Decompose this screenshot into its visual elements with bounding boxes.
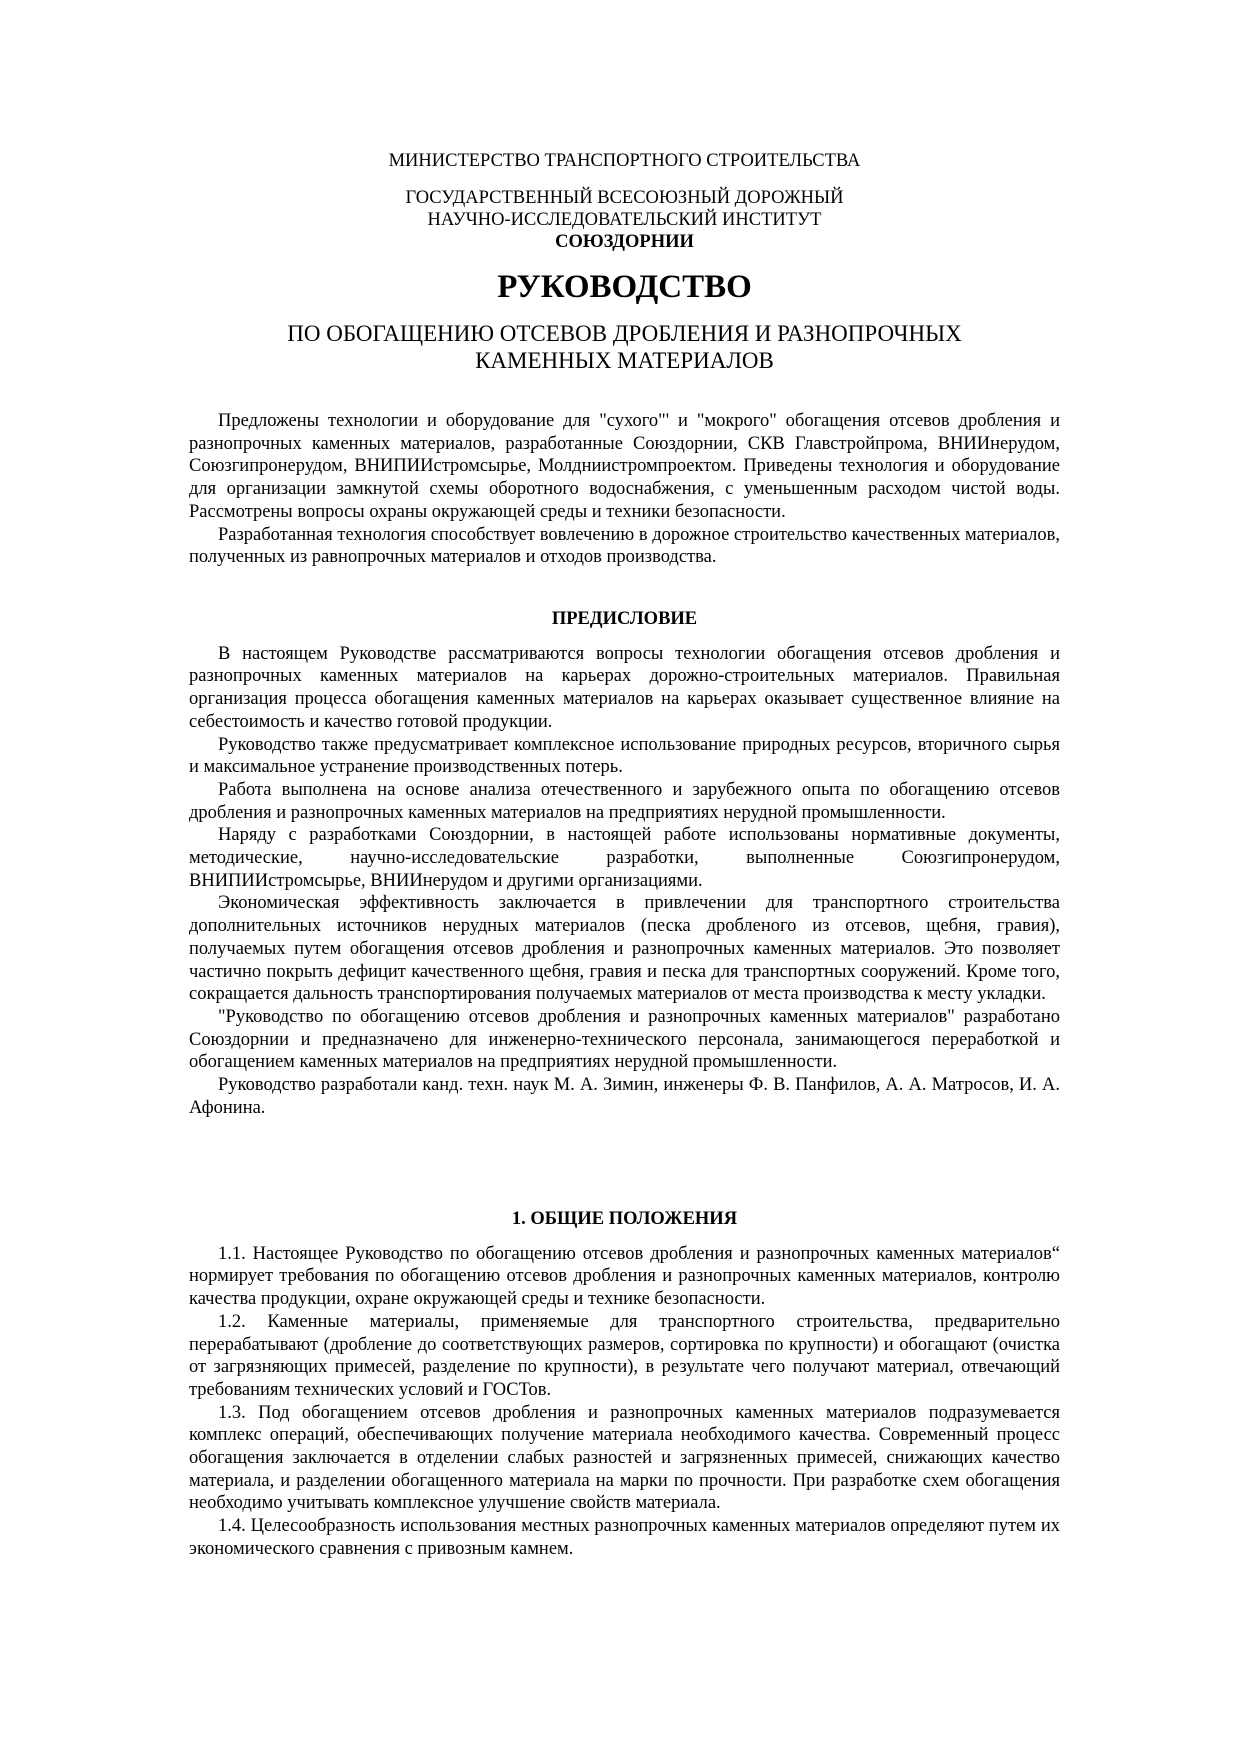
document-subtitle — [189, 320, 1060, 374]
preface-paragraph: Наряду с разработками Союздорнии, в настоящей работе использованы нормативные документы, методические, научно-исследовательские разработки, выполненные Союзгипронерудом, ВНИПИИстромсырье, ВНИИнерудом и другими организациями. — [189, 825, 1060, 891]
section-1-paragraph: 1.4. Целесообразность использования местных разнопрочных каменных материалов определяют путем их экономического сравнения с привозным камнем. — [189, 1516, 1060, 1559]
abstract-paragraph: Предложены технологии и оборудование для "сухого"' и "мокрого" обогащения отсевов дробления и разнопрочных каменных материалов, разработанные Союздорнии, СКВ Главстройпрома, ВНИИнерудом, Союзгипронерудом, ВНИПИИстромсырье, Молдниистромпроектом. Приведены технология и оборудование для организации замкнутой схемы оборотного водоснабжения, с уменьшенным расходом чистой воды. Рассмотрены вопросы охраны окружающей среды и техники безопасности. — [189, 411, 1060, 522]
section-1-paragraph: 1.1. Настоящее Руководство по обогащению отсевов дробления и разнопрочных каменных материалов“ нормирует требования по обогащению отсевов дробления и разнопрочных каменных материалов, контролю качества продукции, охране окружающей среды и технике безопасности. — [189, 1243, 1060, 1310]
preface-section — [189, 608, 1060, 1119]
institute-line-1: ГОСУДАРСТВЕННЫЙ ВСЕСОЮЗНЫЙ ДОРОЖНЫЙ — [405, 188, 844, 208]
subtitle-line-1: ПО ОБОГАЩЕНИЮ ОТСЕВОВ ДРОБЛЕНИЯ И РАЗНОПРОЧНЫХ — [287, 321, 962, 346]
abstract — [189, 410, 1060, 569]
subtitle-line-2: КАМЕННЫХ МАТЕРИАЛОВ — [475, 348, 774, 373]
preface-paragraph: В настоящем Руководстве рассматриваются вопросы технологии обогащения отсевов дробления и разнопрочных каменных материалов на карьерах дорожно-строительных материалов. Правильная организация процесса обогащения каменных материалов на карьерах оказывает существенное влияние на себестоимость и качество готовой продукции. — [189, 643, 1060, 732]
document-title: РУКОВОДСТВО — [497, 269, 752, 305]
section-1-heading: 1. ОБЩИЕ ПОЛОЖЕНИЯ — [511, 1209, 738, 1229]
preface-paragraph: Работа выполнена на основе анализа отечественного и зарубежного опыта по обогащению отсевов дробления и разнопрочных каменных материалов на предприятиях нерудной промышленности. — [189, 779, 1060, 823]
abstract-paragraph: Разработанная технология способствует вовлечению в дорожное строительство качественных материалов, полученных из равнопрочных материалов и отходов производства. — [189, 524, 1060, 568]
institute-line-2: НАУЧНО-ИССЛЕДОВАТЕЛЬСКИЙ ИНСТИТУТ — [427, 210, 822, 230]
section-1-paragraph: 1.2. Каменные материалы, применяемые для транспортного строительства, предварительно перерабатывают (дробление до соответствующих размеров, сортировка по крупности) и обогащают (очистка от загрязняющих примесей, разделение по крупности), в результате чего получают материал, отвечающий требованиям технических условий и ГОСТов. — [189, 1311, 1060, 1400]
preface-paragraph: Экономическая эффективность заключается в привлечении для транспортного строительства дополнительных источников нерудных материалов (песка дробленого из отсевов, щебня, гравия), получаемых путем обогащения отсевов дробления и разнопрочных каменных материалов. Это позволяет частично покрыть дефицит качественного щебня, гравия и песка для транспортных сооружений. Кроме того, сокращается дальность транспортирования получаемых материалов от места производства к месту укладки. — [189, 893, 1060, 1005]
institute-header — [189, 187, 1060, 253]
preface-paragraph: Руководство также предусматривает комплексное использование природных ресурсов, вторичного сырья и максимальное устранение производственных потерь. — [189, 734, 1060, 778]
preface-heading: ПРЕДИСЛОВИЕ — [551, 609, 698, 629]
section-general — [189, 1208, 1060, 1561]
ministry-header: МИНИСТЕРСТВО ТРАНСПОРТНОГО СТРОИТЕЛЬСТВА — [388, 151, 861, 171]
institute-name: СОЮЗДОРНИИ — [555, 232, 694, 252]
section-1-paragraph: 1.3. Под обогащением отсевов дробления и разнопрочных каменных материалов подразумевается комплекс операций, обеспечивающих получение материала необходимого качества. Современный процесс обогащения заключается в отделении слабых разностей и загрязненных примесей, снижающих качество материала, и разделении обогащенного материала на марки по прочности. При разработке схем обогащения необходимо учитывать комплексное улучшение свойств материала. — [189, 1402, 1060, 1514]
preface-paragraph: Руководство разработали канд. техн. наук М. А. Зимин, инженеры Ф. В. Панфилов, А. А. Матросов, И. А. Афонина. — [189, 1075, 1060, 1118]
preface-paragraph: "Руководство по обогащению отсевов дробления и разнопрочных каменных материалов" разработано Союздорнии и предназначено для инженерно-технического персонала, занимающегося переработкой и обогащением каменных материалов на предприятиях нерудной промышленности. — [189, 1006, 1060, 1073]
